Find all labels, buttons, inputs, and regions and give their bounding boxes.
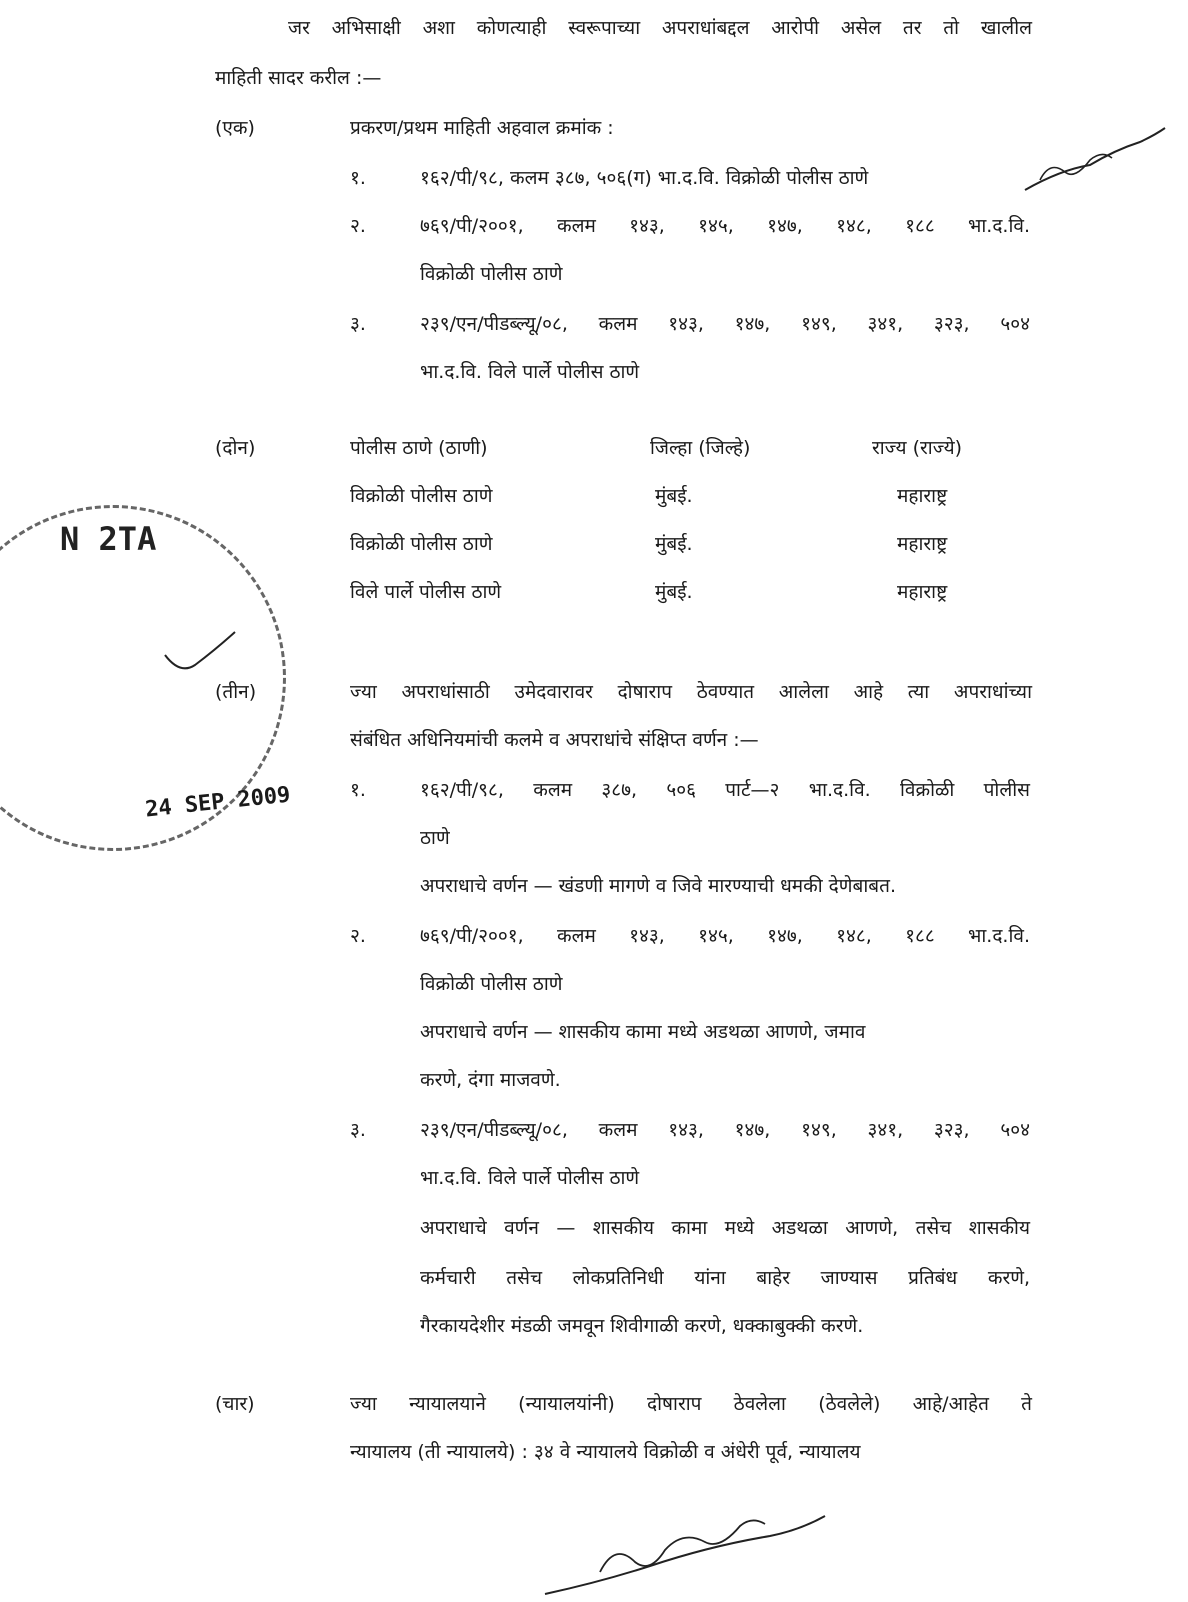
section4-marker: (चार) xyxy=(215,1393,255,1415)
s3-item3-desc3: गैरकायदेशीर मंडळी जमवून शिवीगाळी करणे, धक्काबुक्की करणे. xyxy=(420,1315,864,1337)
section3-intro-line1: ज्या अपराधांसाठी उमेदवारावर दोषाराप ठेवण्यात आलेला आहे त्या अपराधांच्या xyxy=(350,681,1032,703)
intro-line-2: माहिती सादर करील :— xyxy=(215,67,382,89)
s3-item1-line1: १६२/पी/९८, कलम ३८७, ५०६ पार्ट—२ भा.द.वि. विक्रोळी पोलीस xyxy=(420,779,1030,801)
s1-item3-line2: भा.द.वि. विले पार्ले पोलीस ठाणे xyxy=(420,361,640,383)
s1-item1-num: १. xyxy=(350,167,366,189)
s3-item1-desc: अपराधाचे वर्णन — खंडणी मागणे व जिवे मारण्याची धमकी देणेबाबत. xyxy=(420,875,896,897)
section1-marker: (एक) xyxy=(215,117,255,139)
s3-item2-desc1: अपराधाचे वर्णन — शासकीय कामा मध्ये अडथळा आणणे, जमाव xyxy=(420,1021,866,1043)
s1-item3-line1: २३९/एन/पीडब्ल्यू/०८, कलम १४३, १४७, १४९, ३४१, ३२३, ५०४ xyxy=(420,313,1030,335)
s3-item3-line2: भा.द.वि. विले पार्ले पोलीस ठाणे xyxy=(420,1167,640,1189)
table-row-3-station: विले पार्ले पोलीस ठाणे xyxy=(350,581,502,603)
section2-marker: (दोन) xyxy=(215,437,256,459)
s1-item3-num: ३. xyxy=(350,313,366,335)
table-row-3-state: महाराष्ट्र xyxy=(897,581,948,603)
section3-marker: (तीन) xyxy=(215,681,257,703)
s3-item3-num: ३. xyxy=(350,1119,366,1141)
margin-signature xyxy=(1020,120,1170,200)
intro-line-1: जर अभिसाक्षी अशा कोणत्याही स्वरूपाच्या अपराधांबद्दल आरोपी असेल तर तो खालील xyxy=(288,17,1032,39)
s1-item2-line2: विक्रोळी पोलीस ठाणे xyxy=(420,263,563,285)
s1-item2-num: २. xyxy=(350,215,366,237)
checkmark-icon xyxy=(160,620,240,680)
s3-item3-desc2: कर्मचारी तसेच लोकप्रतिनिधी यांना बाहेर जाण्यास प्रतिबंध करणे, xyxy=(420,1267,1030,1289)
col-header-district: जिल्हा (जिल्हे) xyxy=(650,437,751,459)
date-stamp: 24 SEP 2009 xyxy=(144,782,292,823)
s3-item2-line1: ७६९/पी/२००१, कलम १४३, १४५, १४७, १४८, १८८ भा.द.वि. xyxy=(420,925,1030,947)
s3-item3-desc1: अपराधाचे वर्णन — शासकीय कामा मध्ये अडथळा आणणे, तसेच शासकीय xyxy=(420,1217,1030,1239)
col-header-state: राज्य (राज्ये) xyxy=(872,437,963,459)
section4-line1: ज्या न्यायालयाने (न्यायालयांनी) दोषाराप ठेवलेला (ठेवलेले) आहे/आहेत ते xyxy=(350,1393,1032,1415)
section4-line2: न्यायालय (ती न्यायालये) : ३४ वे न्यायालये विक्रोळी व अंधेरी पूर्व, न्यायालय xyxy=(350,1441,861,1463)
s3-item2-line2: विक्रोळी पोलीस ठाणे xyxy=(420,973,563,995)
table-row-1-state: महाराष्ट्र xyxy=(897,485,948,507)
table-row-3-district: मुंबई. xyxy=(655,581,693,603)
s1-item2-line1: ७६९/पी/२००१, कलम १४३, १४५, १४७, १४८, १८८ भा.द.वि. xyxy=(420,215,1030,237)
s3-item2-desc2: करणे, दंगा माजवणे. xyxy=(420,1069,561,1091)
office-stamp-text: N 2TA xyxy=(60,520,157,558)
s1-item1-line1: १६२/पी/९८, कलम ३८७, ५०६(ग) भा.द.वि. विक्रोळी पोलीस ठाणे xyxy=(420,167,869,189)
col-header-station: पोलीस ठाणे (ठाणी) xyxy=(350,437,488,459)
s3-item1-num: १. xyxy=(350,779,366,801)
s3-item2-num: २. xyxy=(350,925,366,947)
table-row-2-station: विक्रोळी पोलीस ठाणे xyxy=(350,533,493,555)
table-row-1-district: मुंबई. xyxy=(655,485,693,507)
s3-item1-line2: ठाणे xyxy=(420,827,450,849)
section1-heading: प्रकरण/प्रथम माहिती अहवाल क्रमांक : xyxy=(350,117,614,139)
table-row-2-district: मुंबई. xyxy=(655,533,693,555)
table-row-1-station: विक्रोळी पोलीस ठाणे xyxy=(350,485,493,507)
s3-item3-line1: २३९/एन/पीडब्ल्यू/०८, कलम १४३, १४७, १४९, ३४१, ३२३, ५०४ xyxy=(420,1119,1030,1141)
bottom-signature xyxy=(540,1502,840,1598)
table-row-2-state: महाराष्ट्र xyxy=(897,533,948,555)
section3-intro-line2: संबंधित अधिनियमांची कलमे व अपराधांचे संक्षिप्त वर्णन :— xyxy=(350,729,759,751)
